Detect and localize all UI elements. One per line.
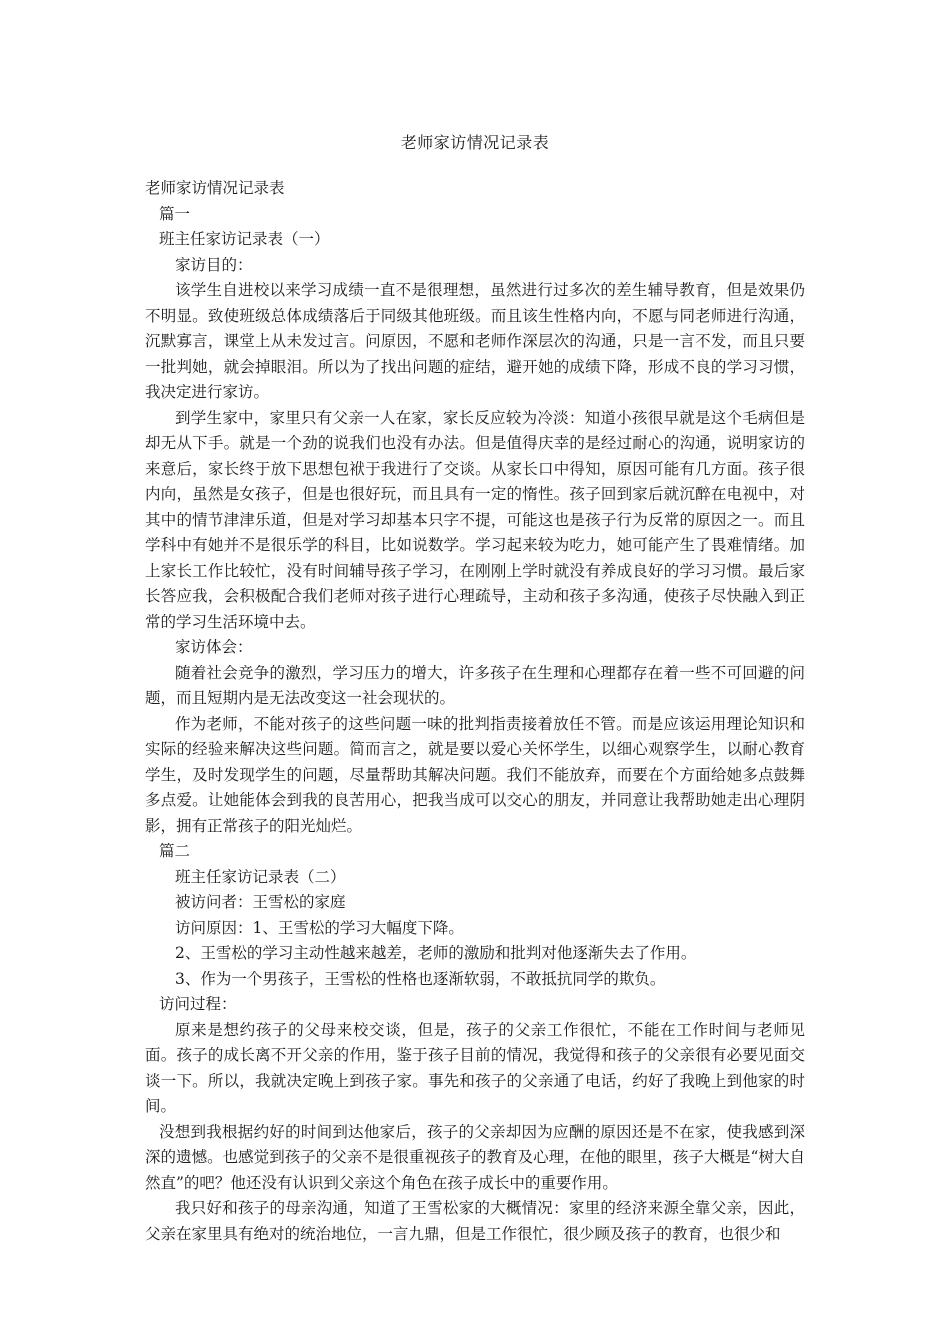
document-title: 老师家访情况记录表 [400,133,550,152]
part2-reason-2: 2、王雪松的学习主动性越来越差，老师的激励和批判对他逐渐失去了作用。 [175,944,697,962]
part2-process-label: 访问过程： [159,995,237,1013]
part1-reflection-paragraph-2: 作为老师，不能对孩子的这些问题一味的批判指责接着放任不管。而是应该运用理论知识和实际的经验来解决这些问题。简而言之，就是要以爱心关怀学生，以细心观察学生，以耐心教育学生，及时发现学生的问题，尽量帮助其解决问题。我们不能放弃，而要在个方面给她多点鼓舞多点爱。让她能体会到我的良苦用心，把我当成可以交心的朋友，并同意让我帮助她走出心理阴影，拥有正常孩子的阳光灿烂。 [145,714,805,835]
part2-process-paragraph-3: 我只好和孩子的母亲沟通，知道了王雪松家的大概情况：家里的经济来源全靠父亲，因此，父亲在家里具有绝对的统治地位，一言九鼎，但是工作很忙，很少顾及孩子的教育，也很少和 [145,1199,805,1243]
part2-reason-1: 访问原因：1、王雪松的学习大幅度下降。 [175,918,464,937]
part2-subtitle: 班主任家访记录表（二） [175,867,346,886]
part1-reflection-paragraph-1: 随着社会竞争的激烈，学习压力的增大，许多孩子在生理和心理都存在着一些不可回避的问题，而且短期内是无法改变这一社会现状的。 [145,663,805,707]
part1-purpose-paragraph: 该学生自进校以来学习成绩一直不是很理想，虽然进行过多次的差生辅导教育，但是效果仍不明显。致使班级总体成绩落后于同级其他班级。而且该生性格内向，不愿与同老师进行沟通，沉默寡言，课堂上从未发过言。问原因，不愿和老师作深层次的沟通，只是一言不发，而且只要一批判她，就会掉眼泪。所以为了找出问题的症结，避开她的成绩下降，形成不良的学习习惯，我决定进行家访。 [145,281,805,401]
part2-visitee: 被访问者：王雪松的家庭 [175,893,346,911]
part1-subtitle: 班主任家访记录表（一） [159,230,330,248]
part1-purpose-label: 家访目的： [175,255,253,274]
document-body [145,176,805,1247]
part1-visit-paragraph: 到学生家中，家里只有父亲一人在家，家长反应较为冷淡：知道小孩很早就是这个毛病但是却无从下手。就是一个劲的说我们也没有办法。但是值得庆幸的是经过耐心的沟通，说明家访的来意后，家长终于放下思想包袱于我进行了交谈。从家长口中得知，原因可能有几方面。孩子很内向，虽然是女孩子，但是也很好玩，而且具有一定的惰性。孩子回到家后就沉醉在电视中，对其中的情节津津乐道，但是对学习却基本只字不提，可能这也是孩子行为反常的原因之一。而且学科中有她并不是很乐学的科目，比如说数学。学习起来较为吃力，她可能产生了畏难情绪。加上家长工作比较忙，没有时间辅导孩子学习，在刚刚上学时就没有养成良好的学习习惯。最后家长答应我，会积极配合我们老师对孩子进行心理疏导，主动和孩子多沟通，使孩子尽快融入到正常的学习生活环境中去。 [145,408,805,631]
part1-reflection-label: 家访体会： [175,638,253,656]
part2-reason-3: 3、作为一个男孩子，王雪松的性格也逐渐软弱，不敢抵抗同学的欺负。 [175,969,666,988]
part2-process-paragraph-2: 没想到我根据约好的时间到达他家后，孩子的父亲却因为应酬的原因还是不在家，使我感到深深的遗憾。也感觉到孩子的父亲不是很重视孩子的教育及心理，在他的眼里，孩子大概是“树大自然直”的吧？他还没有认识到父亲这个角色在孩子成长中的重要作用。 [145,1122,805,1192]
document-heading: 老师家访情况记录表 [145,179,285,197]
part2-process-paragraph-1: 原来是想约孩子的父母来校交谈，但是，孩子的父亲工作很忙，不能在工作时间与老师见面。孩子的成长离不开父亲的作用，鉴于孩子目前的情况，我觉得和孩子的父亲很有必要见面交谈一下。所以，我就决定晚上到孩子家。事先和孩子的父亲通了电话，约好了我晚上到他家的时间。 [145,1020,805,1115]
part1-label: 篇一 [159,204,191,223]
part2-label: 篇二 [159,842,191,860]
